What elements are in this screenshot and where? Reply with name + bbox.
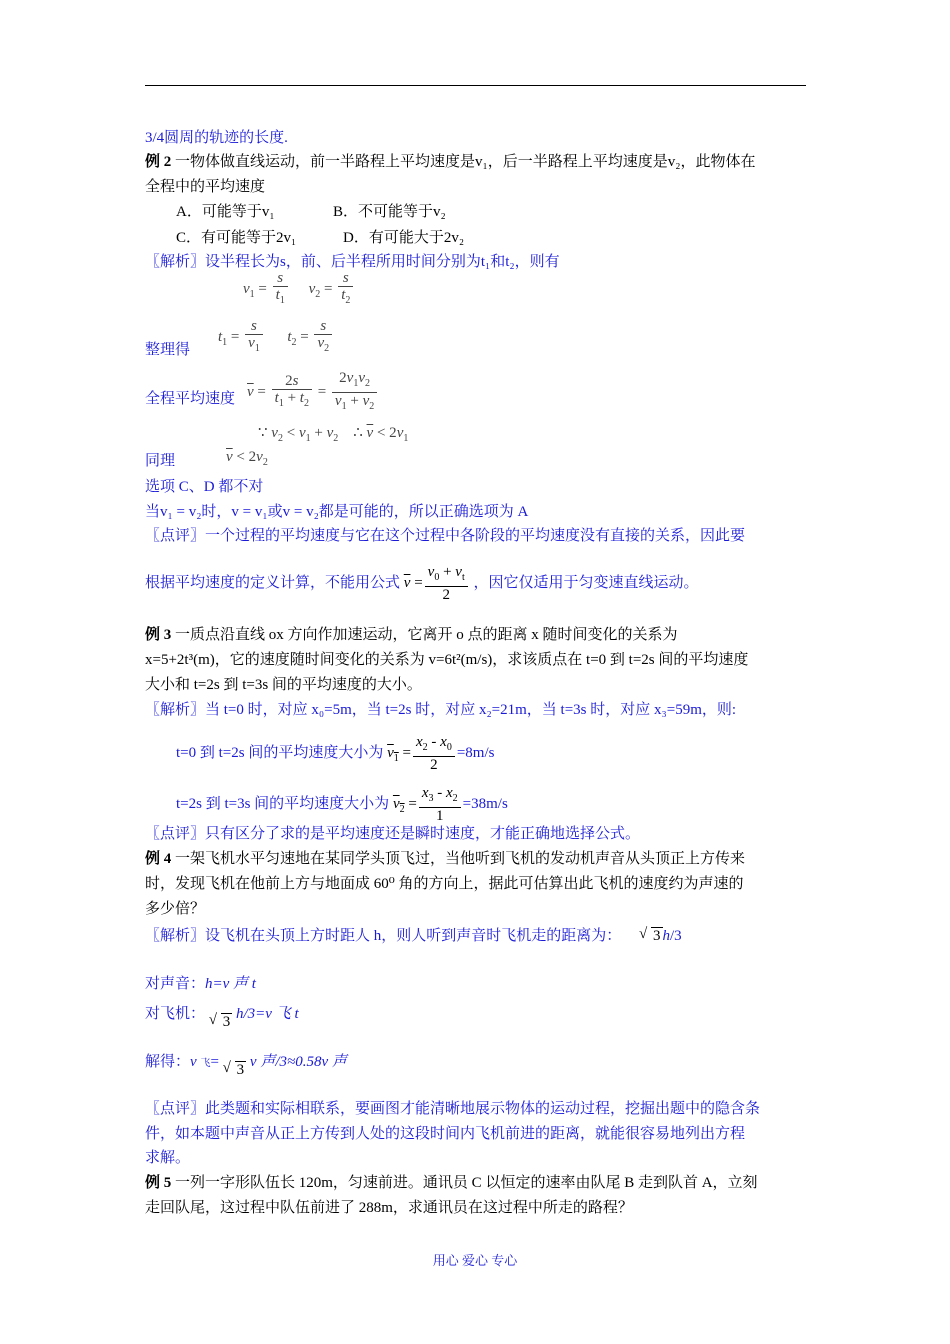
solve-line: 解得：v 飞= √ 3 v 声/3≈0.58v 声 (145, 1054, 347, 1078)
formula-t1-t2: $t_1$ = $\frac{s}{v_1}$ $t_2$ = $\frac{s}{v_2}$ (218, 318, 334, 357)
when-equal: 当v₁ = v₂时，v = v₁或v = v₂都是可能的，所以正确选项为 A (145, 504, 529, 520)
option-b: B．不可能等于v₂ (333, 204, 446, 220)
avg2-line: t=2s 到 t=3s 间的平均速度大小为 $v_2$ = $\frac{x_3 - x_2}{1}$ =38m/s (176, 785, 508, 824)
comment-4-line1: 〖点评〗此类题和实际相联系，要画图才能清晰地展示物体的运动过程，挖掘出题中的隐含条 (145, 1101, 761, 1117)
option-c: C．有可能等于2v₁ (176, 230, 297, 246)
option-d: D．有可能大于2v₂ (343, 230, 465, 246)
example-3-line1: 例 3 一质点沿直线 ox 方向作加速运动，它离开 o 点的距离 x 随时间变化的关系为 (145, 627, 678, 643)
comment-2-line1: 〖点评〗一个过程的平均速度与它在这个过程中各阶段的平均速度没有直接的关系，因此要 (145, 528, 746, 544)
sound-line: 对声音：h=v 声 t (145, 976, 256, 992)
text-line: 3/4圆周的轨迹的长度. (145, 130, 288, 146)
formula-inequality: ∵ $v_2 < v_1 + v_2$ ∴ $\overline{v} < 2v_1$ (258, 425, 409, 444)
example-3-line3: 大小和 t=2s 到 t=3s 间的平均速度的大小。 (145, 677, 422, 693)
example-4-line3: 多少倍？ (145, 901, 206, 917)
cd-wrong: 选项 C、D 都不对 (145, 479, 264, 495)
plane-line: 对飞机： √ 3 h/3=v 飞 t (145, 1006, 299, 1030)
comment-2-line2: 根据平均速度的定义计算，不能用公式 $\overline{v}$ = $\frac{v_0 + v_t}{2}$ ，因它仅适用于匀变速直线运动。 (145, 564, 699, 603)
simplify-label: 整理得 (145, 342, 191, 358)
analysis-4: 〖解析〗设飞机在头顶上方时距人 h，则人听到声音时飞机走的距离为： √ 3 h/3 (145, 926, 682, 944)
example-2-line2: 全程中的平均速度 (145, 179, 266, 195)
formula-full-avg: $\overline{v}$ = $\frac{2s}{t_1 + t_2}$ = $\frac{2v_1v_2}{v_1 + v_2}$ (247, 370, 379, 415)
analysis-2: 〖解析〗设半程长为s，前、后半程所用时间分别为t₁和t₂，则有 (145, 254, 560, 270)
comment-3: 〖点评〗只有区分了求的是平均速度还是瞬时速度，才能正确地选择公式。 (145, 826, 641, 842)
formula-v1-v2: $v_1$ = $\frac{s}{t_1}$ $v_2$ = $\frac{s}{t_2}$ (243, 270, 355, 309)
page-footer: 用心 爱心 专心 (432, 1253, 518, 1268)
same-label: 同理 (145, 453, 176, 469)
example-2-line1: 例 2 一物体做直线运动，前一半路程上平均速度是v₁，后一半路程上平均速度是v₂，此物体在 (145, 154, 756, 170)
option-a: A．可能等于v₁ (176, 204, 275, 220)
example-3-line2: x=5+2t³(m)，它的速度随时间变化的关系为 v=6t²(m/s)，求该质点在 t=0 到 t=2s 间的平均速度 (145, 652, 749, 668)
example-5-line2: 走回队尾，这过程中队伍前进了 288m，求通讯员在这过程中所走的路程？ (145, 1200, 633, 1216)
example-5-line1: 例 5 一列一字形队伍长 120m，匀速前进。通讯员 C 以恒定的速率由队尾 B 走到队首 A，立刻 (145, 1175, 758, 1191)
formula-same: $\overline{v} < 2v_2$ (226, 449, 268, 468)
comment-4-line2: 件，如本题中声音从正上方传到人处的这段时间内飞机前进的距离，就能很容易地列出方程 (145, 1126, 746, 1142)
analysis-3: 〖解析〗当 t=0 时，对应 x₀=5m，当 t=2s 时，对应 x₂=21m，当 t=3s 时，对应 x₃=59m，则: (145, 702, 737, 718)
example-4-line1: 例 4 一架飞机水平匀速地在某同学头顶飞过，当他听到飞机的发动机声音从头顶正上方传来 (145, 851, 746, 867)
avg1-line: t=0 到 t=2s 间的平均速度大小为 $v_1$ = $\frac{x_2 - x_0}{2}$ =8m/s (176, 734, 495, 773)
full-avg-label: 全程平均速度 (145, 391, 236, 407)
comment-4-line3: 求解。 (145, 1150, 191, 1166)
example-4-line2: 时，发现飞机在他前上方与地面成 60⁰ 角的方向上，据此可估算出此飞机的速度约为声速的 (145, 876, 744, 892)
header-rule (145, 85, 806, 86)
